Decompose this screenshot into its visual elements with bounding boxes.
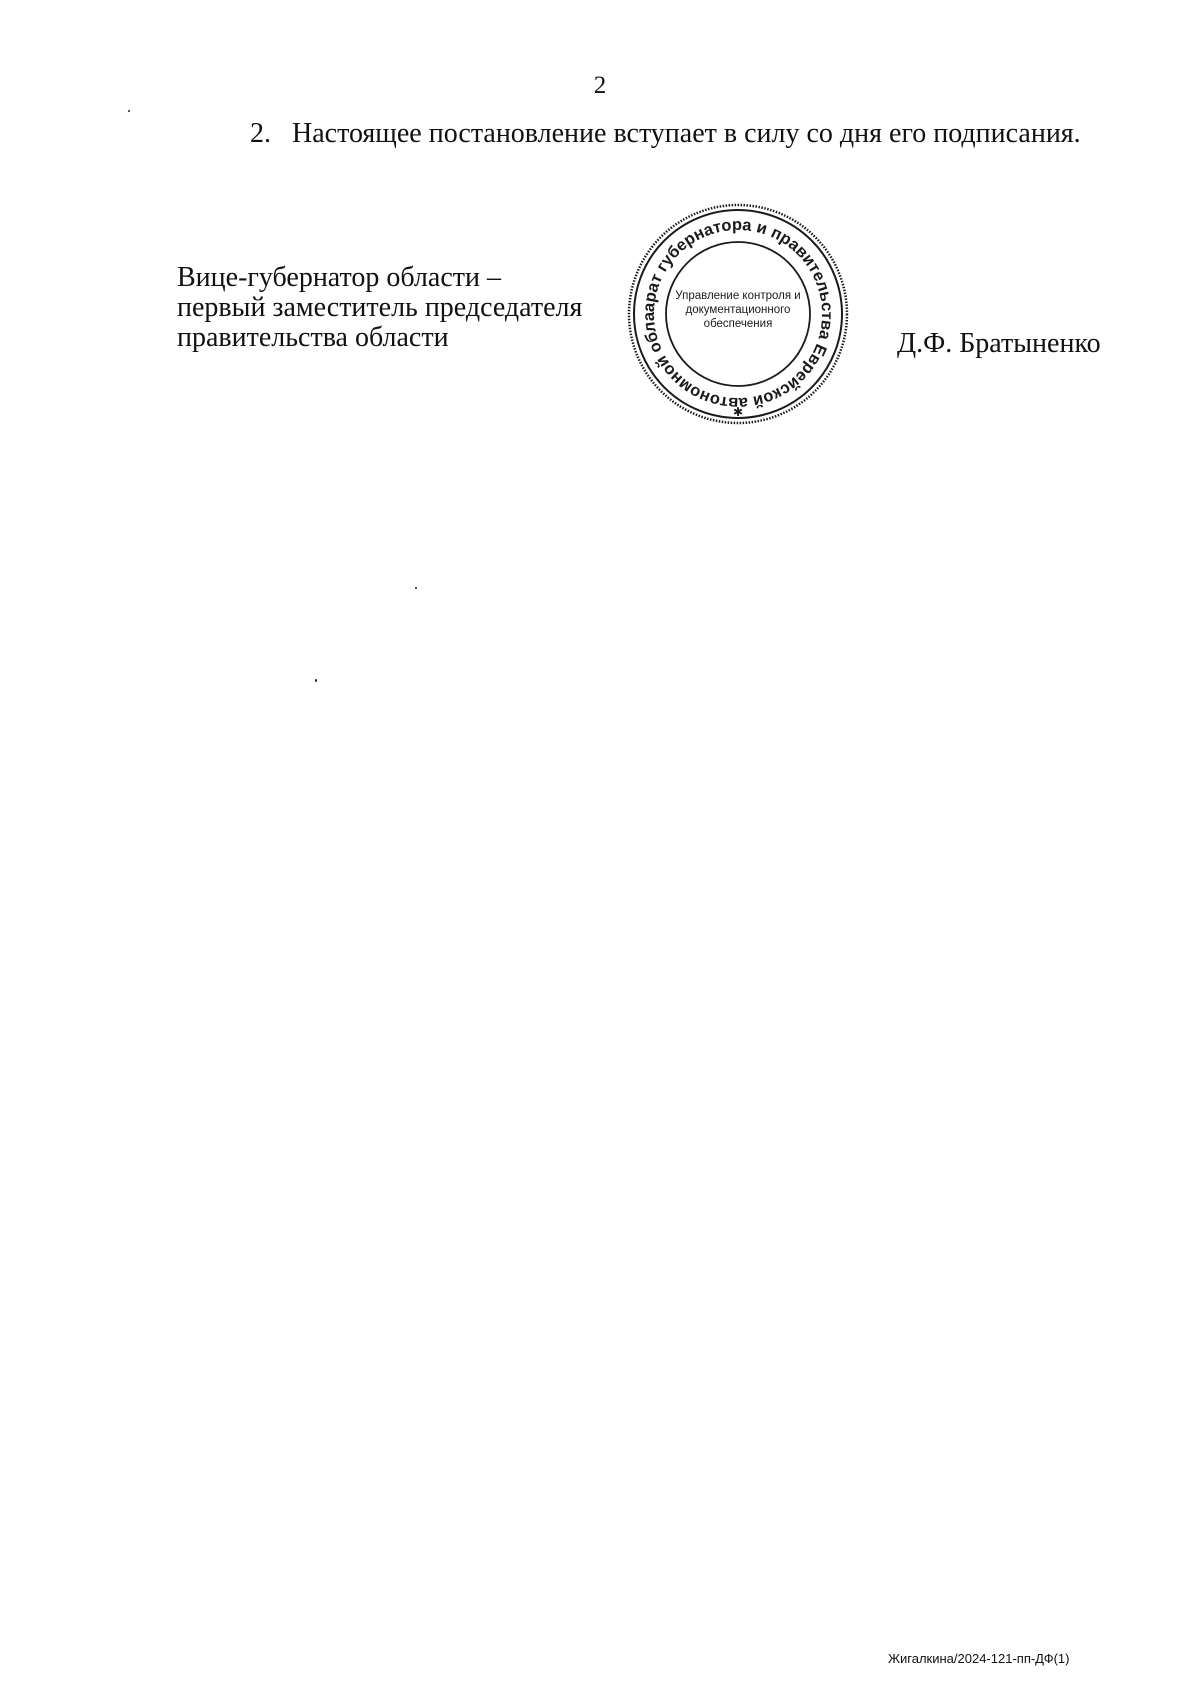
scan-speck <box>315 679 317 682</box>
signer-title-line-3: правительства области <box>177 322 449 353</box>
stamp-inner-line-3: обеспечения <box>703 318 773 330</box>
scan-speck <box>415 587 417 589</box>
stamp-inner-line-1: Управление контроля и <box>675 290 801 302</box>
stamp-inner-line-2: документационного <box>685 304 791 316</box>
official-stamp <box>626 202 850 426</box>
stamp-star-icon: ✱ <box>732 405 744 419</box>
stamp-outer-text: арат губернатора и правительства Еврейской автономной обла <box>639 215 837 413</box>
paragraph-number: 2. <box>250 118 271 149</box>
paragraph-text: Настоящее постановление вступает в силу со дня его подписания. <box>292 118 1081 149</box>
paragraph-effective-date <box>250 118 1081 150</box>
stamp-seal-icon <box>626 202 850 426</box>
page-number: 2 <box>593 72 607 99</box>
signer-title-line-2: первый заместитель председателя <box>177 292 583 323</box>
signer-title-line-1: Вице-губернатор области – <box>177 262 501 293</box>
signer-name: Д.Ф. Братыненко <box>897 328 1101 359</box>
scan-speck <box>128 110 130 112</box>
signer-title <box>177 263 582 353</box>
document-reference: Жигалкина/2024-121-пп-ДФ(1) <box>888 1651 1070 1666</box>
